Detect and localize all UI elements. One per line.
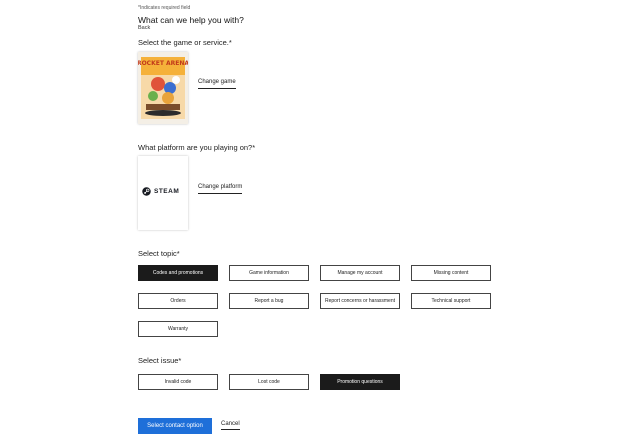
- topic-technical-support[interactable]: Technical support: [411, 293, 491, 309]
- required-field-note: *Indicates required field: [138, 5, 191, 11]
- page-heading: What can we help you with?: [138, 15, 244, 25]
- game-section-label: Select the game or service.*: [138, 38, 232, 47]
- platform-section-label: What platform are you playing on?*: [138, 143, 256, 152]
- change-game-link[interactable]: Change game: [198, 79, 236, 89]
- topic-orders[interactable]: Orders: [138, 293, 218, 309]
- back-link[interactable]: Back: [138, 25, 151, 31]
- steam-icon: [142, 187, 151, 196]
- topic-game-information[interactable]: Game information: [229, 265, 309, 281]
- game-cover-card: [138, 52, 188, 124]
- topic-manage-my-account[interactable]: Manage my account: [320, 265, 400, 281]
- game-cover-title: ROCKET ARENA: [138, 60, 188, 67]
- platform-card: [138, 156, 188, 230]
- issue-invalid-code[interactable]: Invalid code: [138, 374, 218, 390]
- change-platform-link[interactable]: Change platform: [198, 184, 242, 194]
- game-cover-art: [138, 52, 188, 124]
- topic-report-concerns[interactable]: Report concerns or harassment: [320, 293, 400, 309]
- issue-section-label: Select issue*: [138, 356, 182, 365]
- issue-promotion-questions[interactable]: Promotion questions: [320, 374, 400, 390]
- select-contact-option-button[interactable]: Select contact option: [138, 418, 212, 434]
- cancel-link[interactable]: Cancel: [221, 421, 240, 430]
- topic-report-a-bug[interactable]: Report a bug: [229, 293, 309, 309]
- topic-warranty[interactable]: Warranty: [138, 321, 218, 337]
- topic-section-label: Select topic*: [138, 249, 180, 258]
- topic-codes-and-promotions[interactable]: Codes and promotions: [138, 265, 218, 281]
- topic-missing-content[interactable]: Missing content: [411, 265, 491, 281]
- issue-lost-code[interactable]: Lost code: [229, 374, 309, 390]
- steam-logo: [142, 187, 179, 196]
- steam-logo-text: STEAM: [154, 188, 180, 195]
